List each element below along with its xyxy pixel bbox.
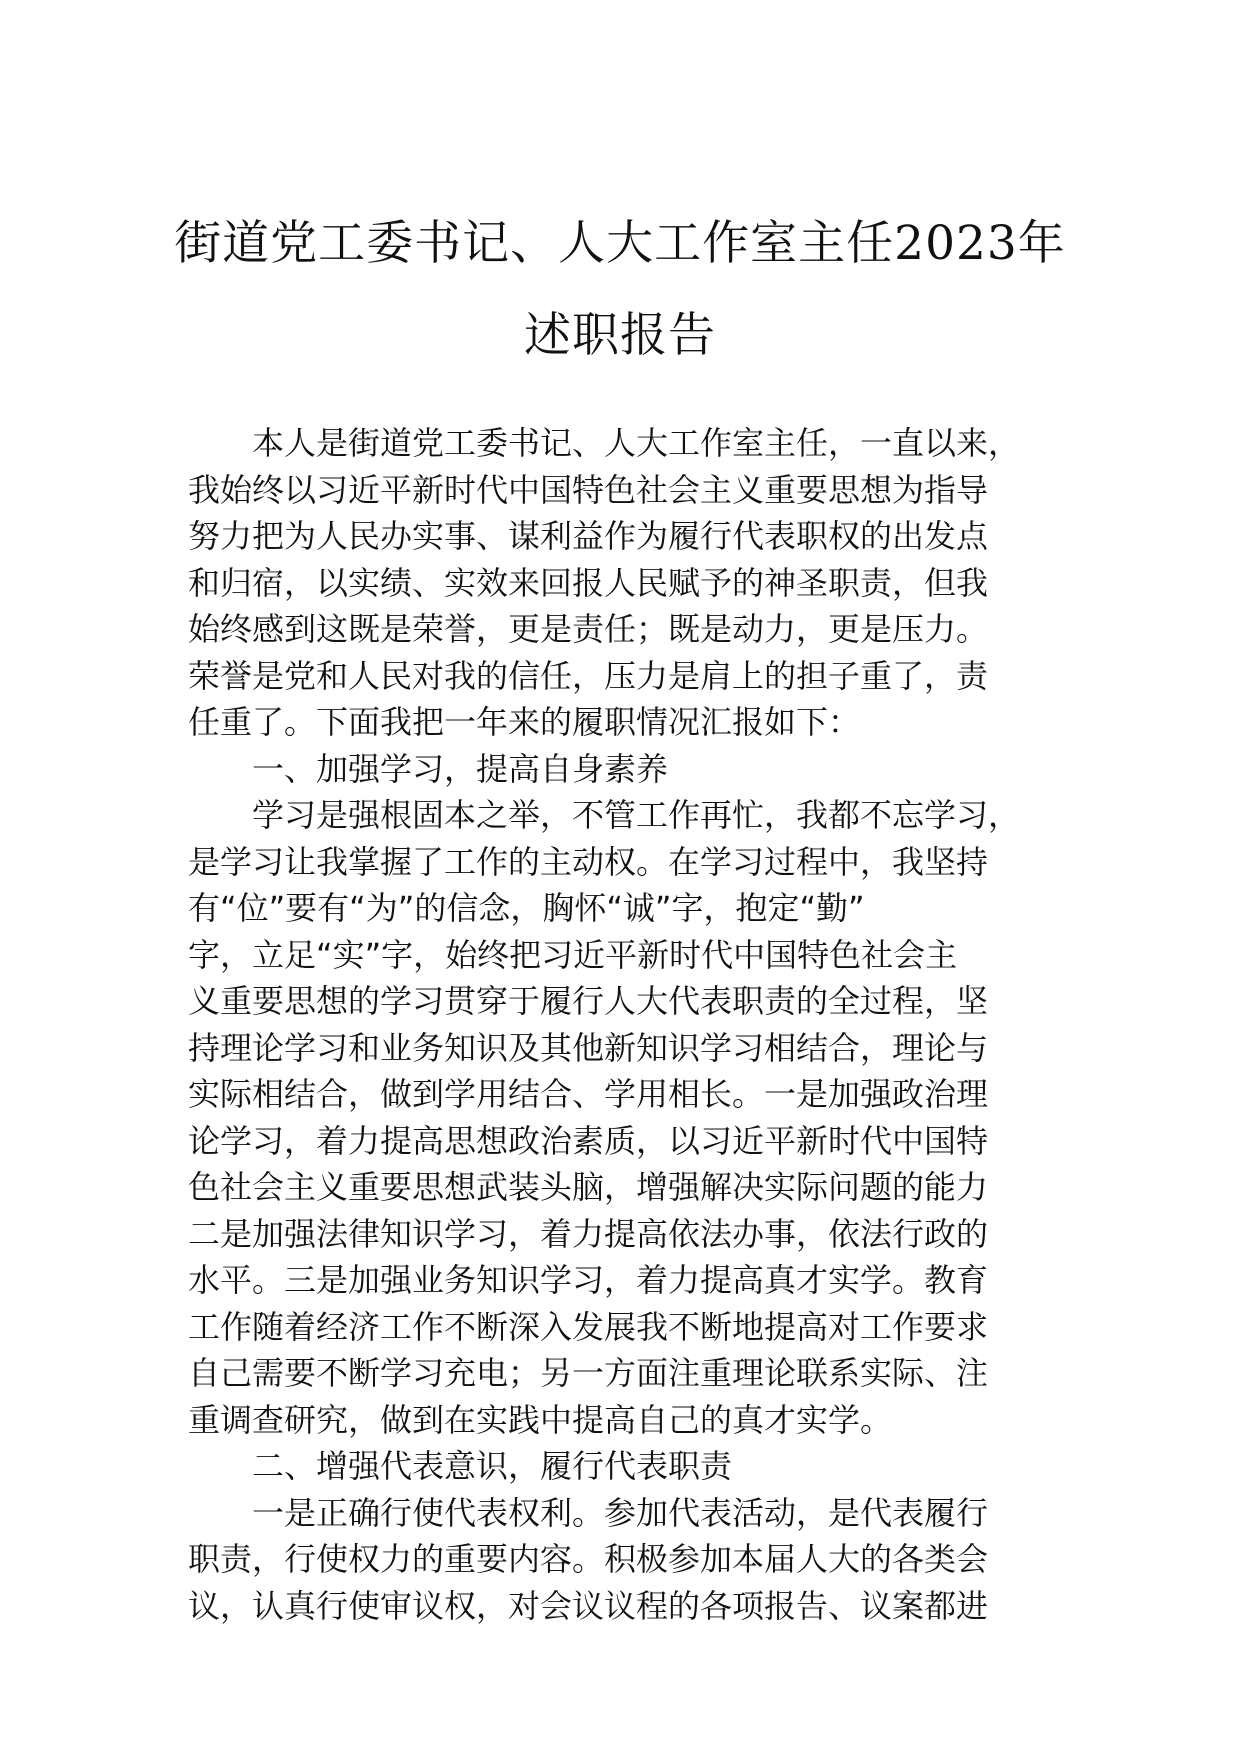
body-text-line: 荣誉是党和人民对我的信任，压力是肩上的担子重了，责 <box>188 656 989 695</box>
body-text-line: 是学习让我掌握了工作的主动权。在学习过程中，我坚持 <box>188 842 989 881</box>
body-text-line: 字，立足“实”字，始终把习近平新时代中国特色社会主 <box>188 935 958 974</box>
body-text-line: 二、增强代表意识，履行代表职责 <box>252 1447 733 1485</box>
body-text-line: 二是加强法律知识学习，着力提高依法办事，依法行政的 <box>188 1214 989 1253</box>
body-text-line: 自己需要不断学习充电；另一方面注重理论联系实际、注 <box>188 1354 989 1392</box>
body-text-line: 重调查研究，做到在实践中提高自己的真才实学。 <box>188 1400 893 1439</box>
body-text-line: 学习是强根固本之举，不管工作再忙，我都不忘学习， <box>252 796 1021 834</box>
document-body <box>188 420 1078 1629</box>
body-text-line: 本人是街道党工委书记、人大工作室主任，一直以来， <box>252 424 1021 462</box>
body-text-line: 论学习，着力提高思想政治素质，以习近平新时代中国特 <box>188 1121 989 1160</box>
body-text-line: 一、加强学习，提高自身素养 <box>252 749 669 788</box>
body-text-line: 努力把为人民办实事、谋利益作为履行代表职权的出发点 <box>188 517 989 555</box>
body-text-line: 和归宿，以实绩、实效来回报人民赋予的神圣职责，但我 <box>188 563 989 602</box>
body-text-line: 实际相结合，做到学用结合、学用相长。一是加强政治理 <box>188 1075 989 1113</box>
body-text-line: 一是正确行使代表权利。参加代表活动，是代表履行 <box>252 1493 989 1532</box>
body-text-line: 始终感到这既是荣誉，更是责任；既是动力，更是压力。 <box>188 610 989 648</box>
body-text-line: 色社会主义重要思想武装头脑，增强解决实际问题的能力 <box>188 1168 989 1206</box>
body-text-line: 水平。三是加强业务知识学习，着力提高真才实学。教育 <box>188 1261 989 1299</box>
body-text-line: 职责，行使权力的重要内容。积极参加本届人大的各类会 <box>188 1540 989 1578</box>
document-title-line-1: 街道党工委书记、人大工作室主任2023年 <box>174 216 1066 271</box>
body-text-line: 有“位”要有“为”的信念，胸怀“诚”字，抱定“勤” <box>188 889 865 927</box>
body-text-line: 工作随着经济工作不断深入发展我不断地提高对工作要求 <box>188 1307 989 1346</box>
body-text-line: 持理论学习和业务知识及其他新知识学习相结合，理论与 <box>188 1028 989 1067</box>
body-text-line: 任重了。下面我把一年来的履职情况汇报如下： <box>188 703 861 741</box>
body-text-line: 我始终以习近平新时代中国特色社会主义重要思想为指导 <box>188 470 989 509</box>
body-text-line: 义重要思想的学习贯穿于履行人大代表职责的全过程，坚 <box>188 982 989 1020</box>
document-title-line-2: 述职报告 <box>524 308 716 363</box>
body-text-line: 议，认真行使审议权，对会议议程的各项报告、议案都进 <box>188 1586 989 1625</box>
